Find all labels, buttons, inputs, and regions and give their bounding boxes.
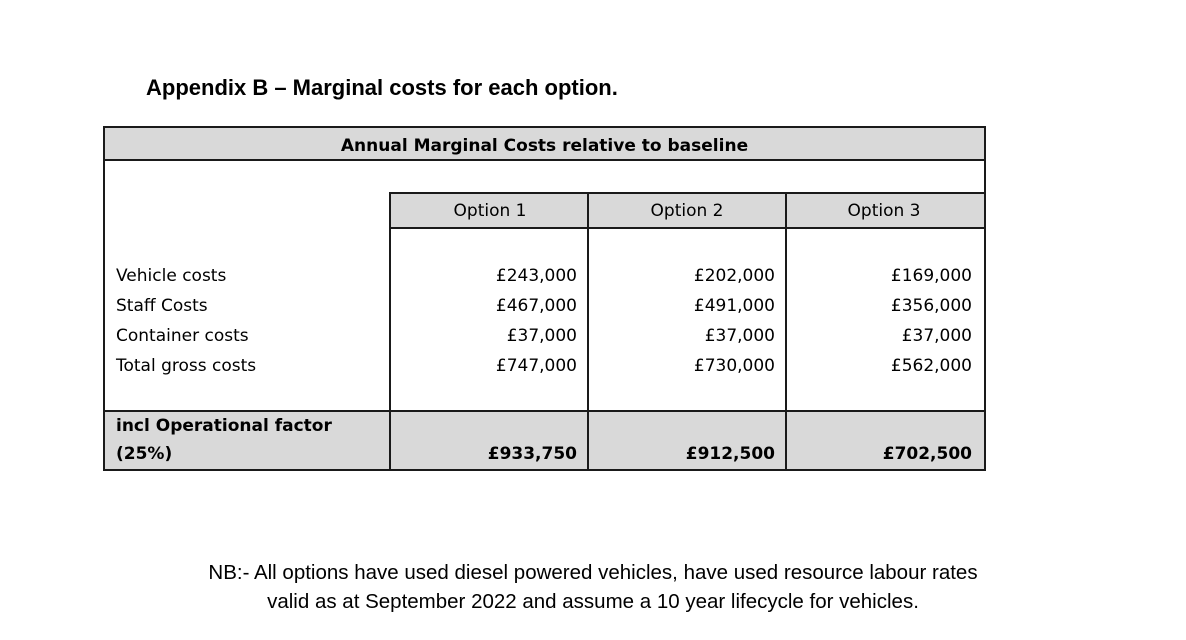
footer-label-line2: (25%) <box>116 444 173 464</box>
table-cell: £562,000 <box>890 356 972 376</box>
table-cell: £467,000 <box>495 296 577 316</box>
footer-value-option-3: £702,500 <box>882 444 972 464</box>
footer-value-option-2: £912,500 <box>685 444 775 464</box>
appendix-heading: Appendix B – Marginal costs for each option. <box>146 75 618 100</box>
row-label-staff-costs: Staff Costs <box>116 296 208 316</box>
table-cell: £37,000 <box>901 326 972 346</box>
option-1-header: Option 1 <box>453 201 527 221</box>
option-3-header: Option 3 <box>847 201 921 221</box>
table-cell: £730,000 <box>693 356 775 376</box>
table-cell: £356,000 <box>890 296 972 316</box>
table-cell: £202,000 <box>693 266 775 286</box>
note-line-1: NB:- All options have used diesel powered vehicles, have used resource labour rates <box>208 561 978 584</box>
table-cell: £37,000 <box>506 326 577 346</box>
row-label-total-gross-costs: Total gross costs <box>116 356 257 376</box>
table-cell: £169,000 <box>890 266 972 286</box>
table-cell: £491,000 <box>693 296 775 316</box>
table-title: Annual Marginal Costs relative to baseline <box>340 136 749 156</box>
footer-label <box>116 412 386 468</box>
note-line-2: valid as at September 2022 and assume a 10 year lifecycle for vehicles. <box>267 590 919 613</box>
table-cell: £37,000 <box>704 326 775 346</box>
row-label-vehicle-costs: Vehicle costs <box>116 266 227 286</box>
table-cell: £747,000 <box>495 356 577 376</box>
footer-label-line1: incl Operational factor <box>116 416 332 436</box>
table-cell: £243,000 <box>495 266 577 286</box>
option-2-header: Option 2 <box>650 201 724 221</box>
row-label-container-costs: Container costs <box>116 326 249 346</box>
footer-value-option-1: £933,750 <box>487 444 577 464</box>
